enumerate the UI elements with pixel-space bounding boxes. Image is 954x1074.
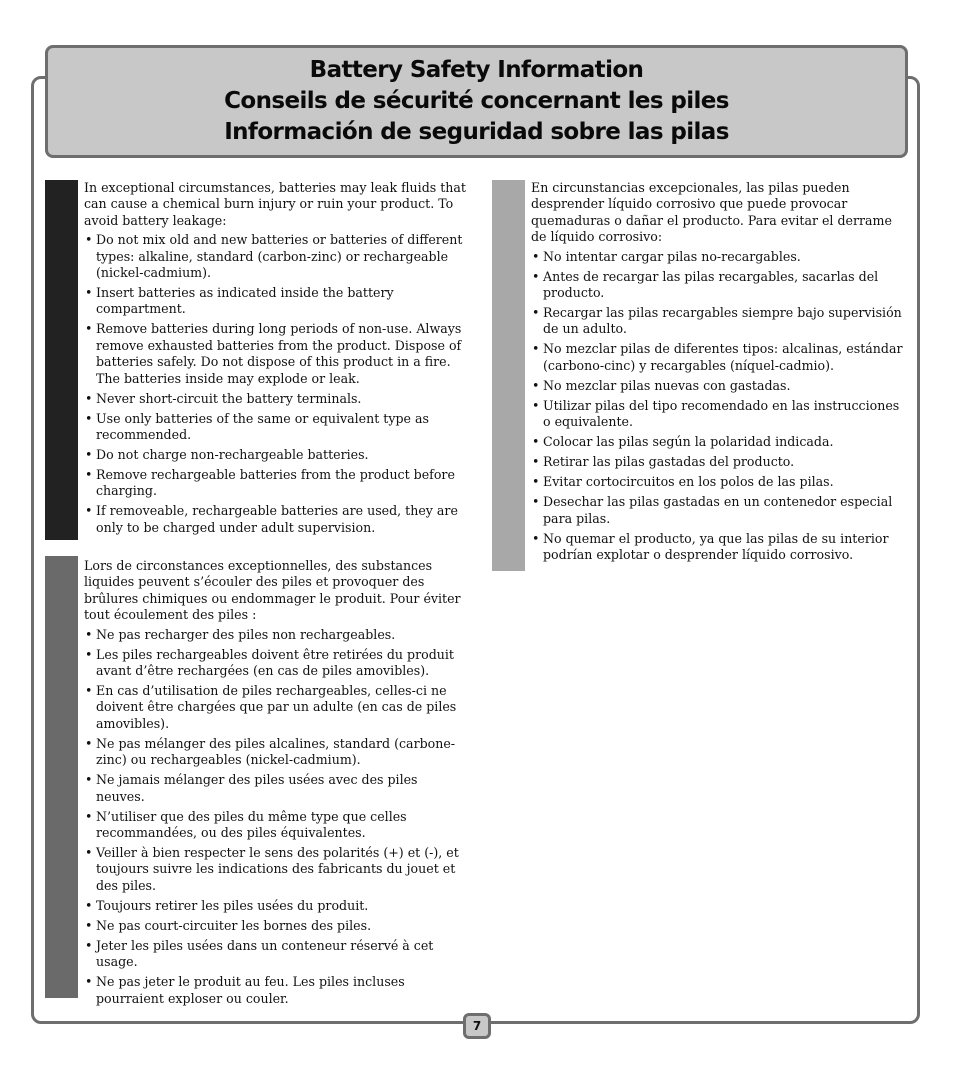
list-item: • Desechar las pilas gastadas en un contenedor especial para pilas. bbox=[531, 494, 903, 527]
list-item: • Antes de recargar las pilas recargables, sacarlas del producto. bbox=[531, 269, 903, 302]
spanish-section-bar bbox=[492, 180, 525, 571]
list-item: • Ne jamais mélanger des piles usées avec des piles neuves. bbox=[84, 772, 470, 805]
list-item: • No intentar cargar pilas no-recargables. bbox=[531, 249, 903, 265]
list-item: • Toujours retirer les piles usées du produit. bbox=[84, 898, 470, 914]
list-item: • Jeter les piles usées dans un conteneur réservé à cet usage. bbox=[84, 938, 470, 971]
list-item: • Remove rechargeable batteries from the product before charging. bbox=[84, 467, 470, 500]
list-item: • Ne pas mélanger des piles alcalines, standard (carbone-zinc) ou rechargeables (nickel-cadmium). bbox=[84, 736, 470, 769]
english-section bbox=[84, 180, 470, 540]
title-spanish: Información de seguridad sobre las pilas bbox=[224, 119, 729, 145]
french-section-bar bbox=[45, 556, 78, 998]
list-item: • Remove batteries during long periods of non-use. Always remove exhausted batteries from the product. Dispose of batteries safely. Do not dispose of this product in a fire. The batteries inside may explode or leak. bbox=[84, 321, 470, 387]
french-list bbox=[84, 627, 470, 1007]
list-item: • Ne pas recharger des piles non rechargeables. bbox=[84, 627, 470, 643]
list-item: • Retirar las pilas gastadas del producto. bbox=[531, 454, 903, 470]
english-list bbox=[84, 232, 470, 536]
list-item: • Evitar cortocircuitos en los polos de las pilas. bbox=[531, 474, 903, 490]
spanish-list bbox=[531, 249, 903, 564]
list-item: • Insert batteries as indicated inside the battery compartment. bbox=[84, 285, 470, 318]
spanish-intro: En circunstancias excepcionales, las pilas pueden desprender líquido corrosivo que puede provocar quemaduras o dañar el producto. Para evitar el derrame de líquido corrosivo: bbox=[531, 180, 892, 245]
list-item: • No mezclar pilas nuevas con gastadas. bbox=[531, 378, 903, 394]
english-intro: In exceptional circumstances, batteries may leak fluids that can cause a chemical burn injury or ruin your product. To avoid battery leakage: bbox=[84, 180, 466, 228]
title-french: Conseils de sécurité concernant les piles bbox=[224, 88, 729, 114]
list-item: • Do not charge non-rechargeable batteries. bbox=[84, 447, 470, 463]
list-item: • N’utiliser que des piles du même type que celles recommandées, ou des piles équivalentes. bbox=[84, 809, 470, 842]
list-item: • No mezclar pilas de diferentes tipos: alcalinas, estándar (carbono-cinc) y recargables (níquel-cadmio). bbox=[531, 341, 903, 374]
list-item: • Veiller à bien respecter le sens des polarités (+) et (-), et toujours suivre les indications des fabricants du jouet et des piles. bbox=[84, 845, 470, 894]
list-item: • If removeable, rechargeable batteries are used, they are only to be charged under adult supervision. bbox=[84, 503, 470, 536]
list-item: • Colocar las pilas según la polaridad indicada. bbox=[531, 434, 903, 450]
list-item: • Never short-circuit the battery terminals. bbox=[84, 391, 470, 407]
list-item: • Recargar las pilas recargables siempre bajo supervisión de un adulto. bbox=[531, 305, 903, 338]
list-item: • En cas d’utilisation de piles rechargeables, celles-ci ne doivent être chargées que par un adulte (en cas de piles amovibles). bbox=[84, 683, 470, 732]
title-english: Battery Safety Information bbox=[309, 57, 644, 83]
page-number: 7 bbox=[463, 1013, 491, 1039]
english-section-bar bbox=[45, 180, 78, 540]
list-item: • No quemar el producto, ya que las pilas de su interior podrían explotar o desprender líquido corrosivo. bbox=[531, 531, 903, 564]
list-item: • Use only batteries of the same or equivalent type as recommended. bbox=[84, 411, 470, 444]
list-item: • Do not mix old and new batteries or batteries of different types: alkaline, standard (carbon-zinc) or rechargeable (nickel-cadmium). bbox=[84, 232, 470, 281]
list-item: • Ne pas jeter le produit au feu. Les piles incluses pourraient exploser ou couler. bbox=[84, 974, 470, 1007]
list-item: • Les piles rechargeables doivent être retirées du produit avant d’être rechargées (en cas de piles amovibles). bbox=[84, 647, 470, 680]
list-item: • Utilizar pilas del tipo recomendado en las instrucciones o equivalente. bbox=[531, 398, 903, 431]
list-item: • Ne pas court-circuiter les bornes des piles. bbox=[84, 918, 470, 934]
french-intro: Lors de circonstances exceptionnelles, des substances liquides peuvent s’écouler des piles et provoquer des brûlures chimiques ou endommager le produit. Pour éviter tout écoulement des piles : bbox=[84, 558, 461, 623]
title-banner bbox=[45, 45, 908, 158]
french-section bbox=[84, 558, 470, 1011]
spanish-section bbox=[531, 180, 903, 567]
